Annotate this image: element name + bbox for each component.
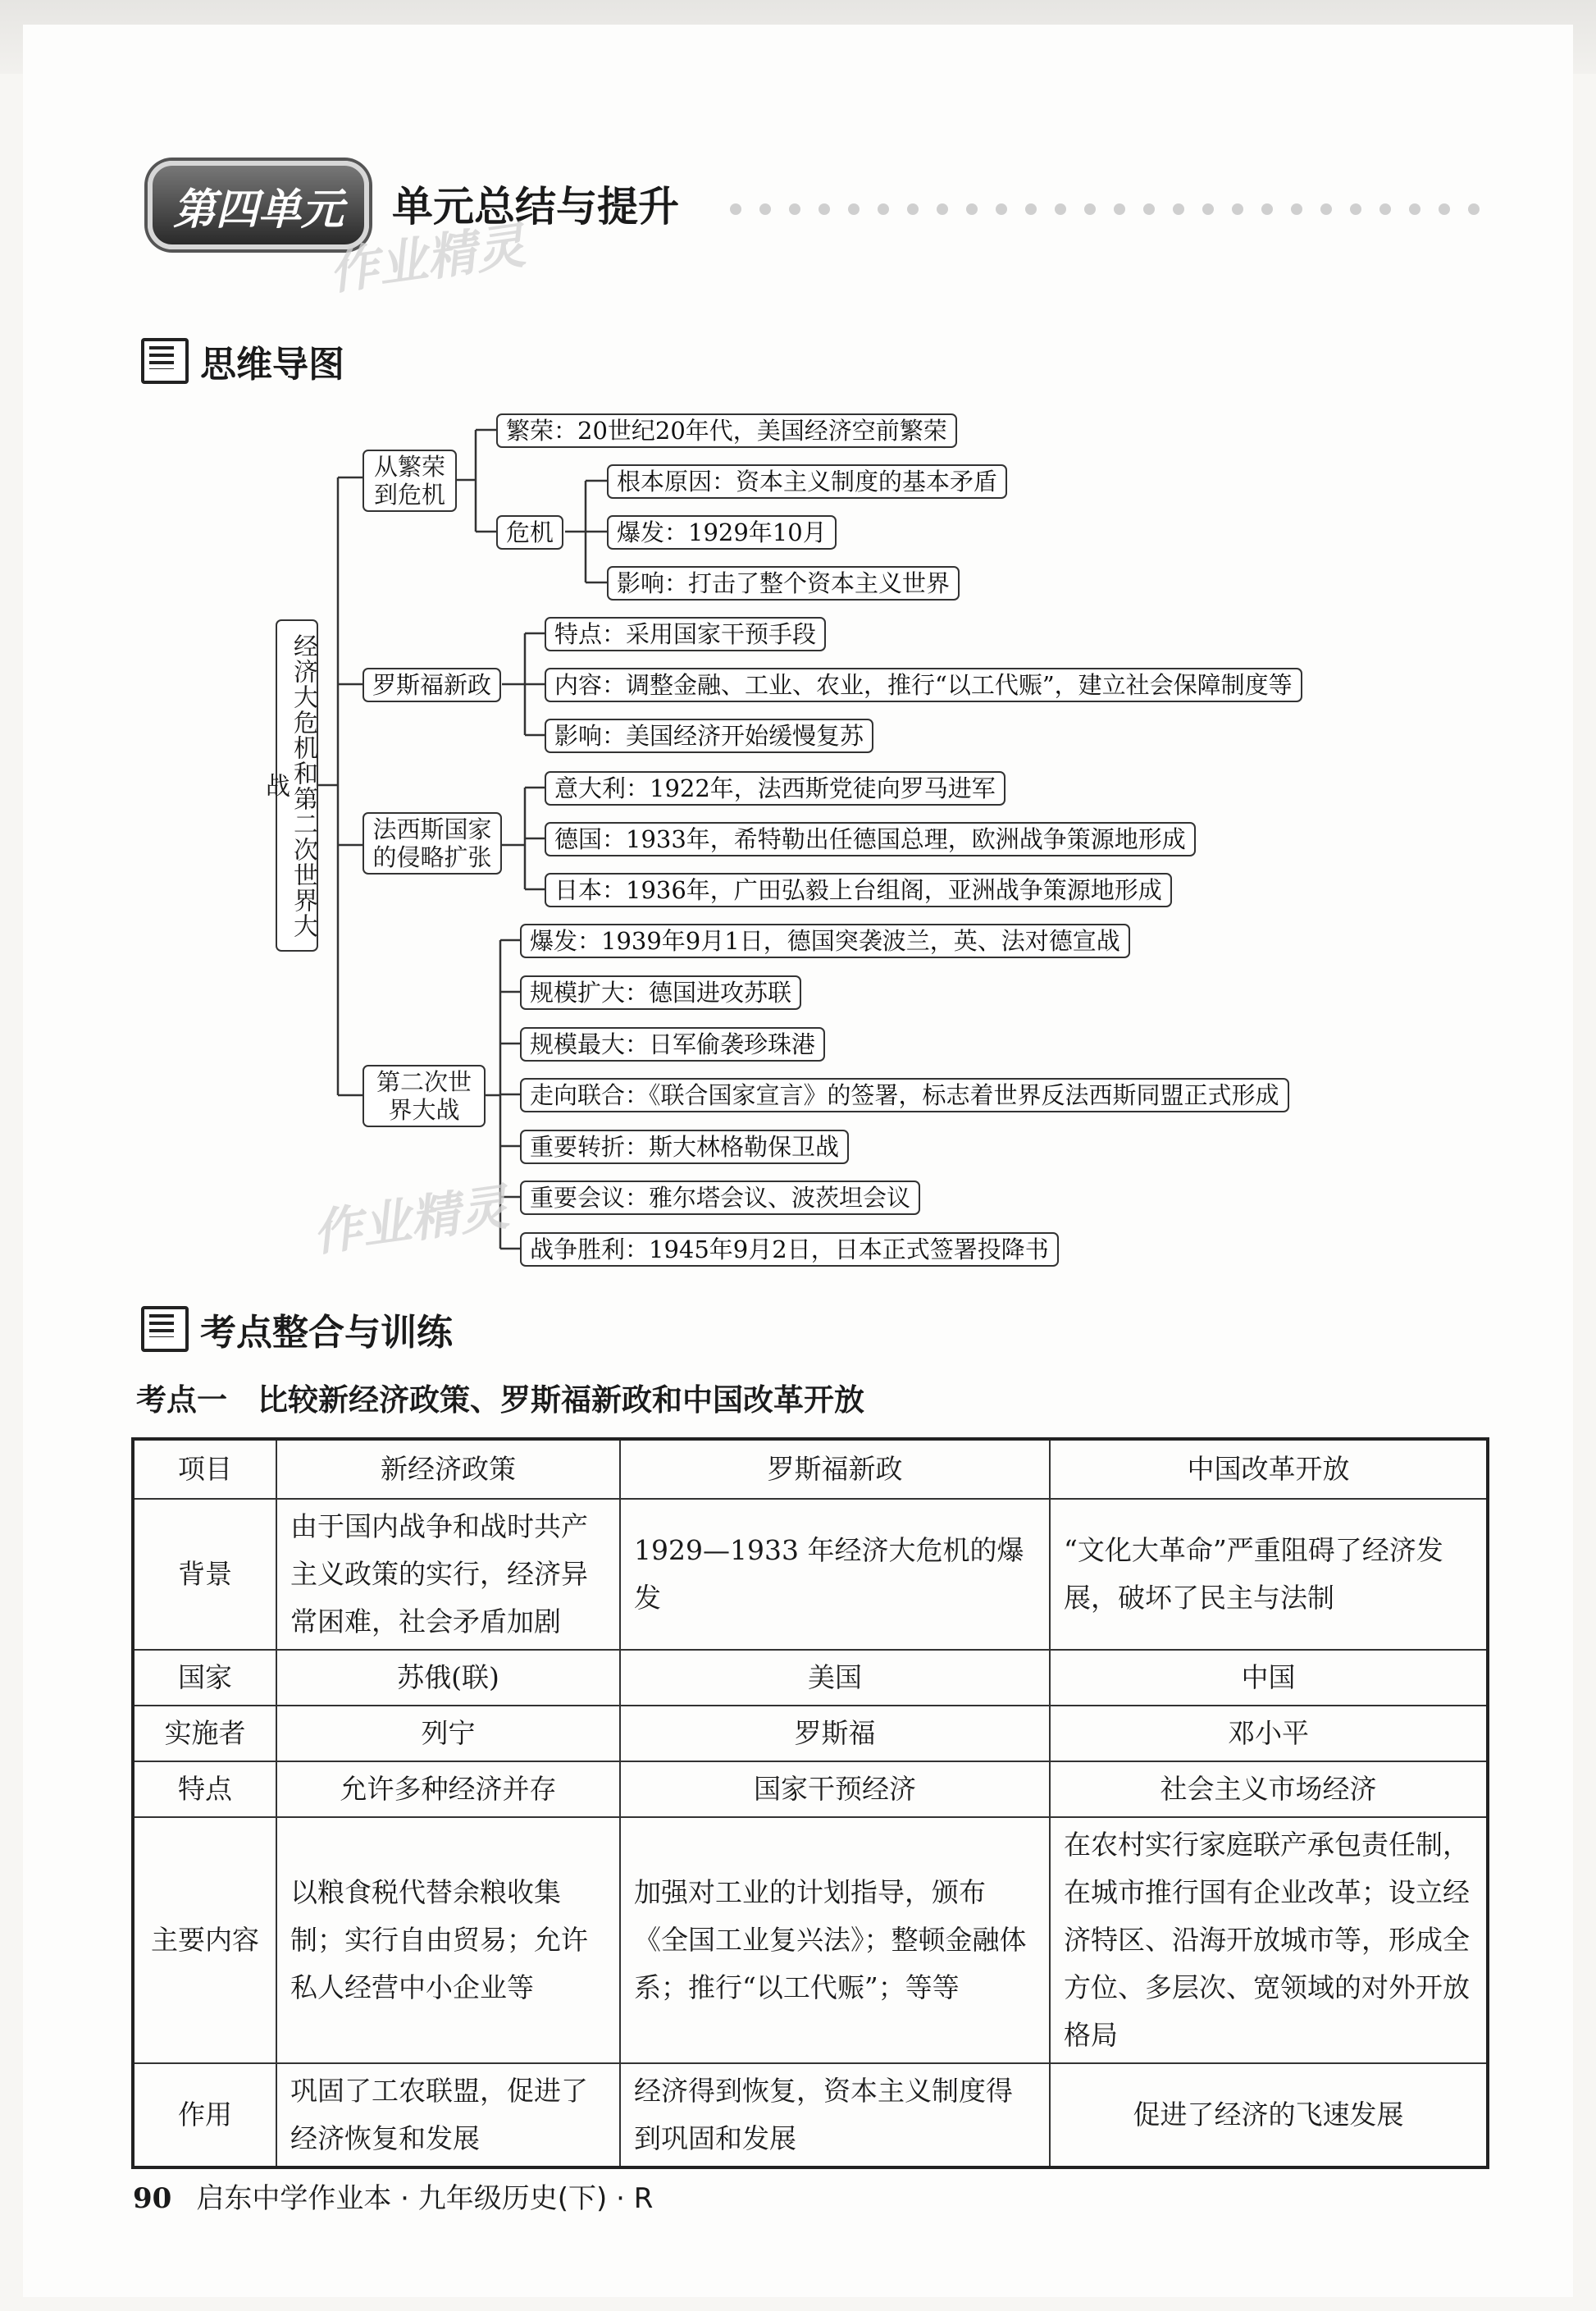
table-cell: 列宁	[276, 1706, 620, 1761]
mindmap-node: 影响：美国经济开始缓慢复苏	[545, 719, 873, 753]
table-row	[133, 1761, 1488, 1817]
mindmap-node: 特点：采用国家干预手段	[545, 617, 826, 651]
mindmap-node: 走向联合：《联合国家宣言》的签署，标志着世界反法西斯同盟正式形成	[520, 1078, 1289, 1112]
table-cell: 经济得到恢复，资本主义制度得到巩固和发展	[620, 2063, 1050, 2167]
table-cell: 邓小平	[1050, 1706, 1488, 1761]
table-cell: 苏俄(联)	[276, 1650, 620, 1706]
exam-section-title	[141, 1303, 453, 1355]
page-number: 90	[133, 2182, 172, 2215]
mindmap-node: 重要转折：斯大林格勒保卫战	[520, 1130, 849, 1164]
table-cell: 国家干预经济	[620, 1761, 1050, 1817]
table-header: 项目	[133, 1439, 276, 1499]
branch-prosperity-to-crisis: 从繁荣到危机	[363, 450, 457, 512]
table-cell: 美国	[620, 1650, 1050, 1706]
mindmap-node: 日本：1936年，广田弘毅上台组阁，亚洲战争策源地形成	[545, 873, 1172, 907]
table-cell: 在农村实行家庭联产承包责任制，在城市推行国有企业改革；设立经济特区、沿海开放城市等，形成全方位、多层次、宽领域的对外开放格局	[1050, 1817, 1488, 2063]
row-label: 实施者	[133, 1706, 276, 1761]
branch-ww2: 第二次世界大战	[363, 1065, 486, 1127]
mindmap-node: 爆发：1939年9月1日，德国突袭波兰，英、法对德宣战	[520, 924, 1130, 958]
table-row	[133, 1706, 1488, 1761]
row-label: 国家	[133, 1650, 276, 1706]
branch-fascist-expansion: 法西斯国家的侵略扩张	[363, 812, 502, 875]
table-cell: “文化大革命”严重阻碍了经济发展，破坏了民主与法制	[1050, 1499, 1488, 1650]
table-row	[133, 2063, 1488, 2167]
table-row	[133, 1650, 1488, 1706]
mindmap-node: 根本原因：资本主义制度的基本矛盾	[607, 464, 1007, 499]
row-label: 主要内容	[133, 1817, 276, 2063]
mindmap-root: 经济大危机和第二次世界大战	[276, 619, 318, 952]
mindmap-section-label: 思维导图	[200, 344, 344, 386]
row-label: 背景	[133, 1499, 276, 1650]
mindmap-node: 爆发：1929年10月	[607, 515, 837, 550]
unit-title: 单元总结与提升	[392, 183, 679, 231]
notebook-icon	[141, 1306, 189, 1352]
mindmap-node: 繁荣：20世纪20年代，美国经济空前繁荣	[496, 413, 957, 448]
branch-crisis: 危机	[496, 515, 563, 550]
mindmap-node: 战争胜利：1945年9月2日，日本正式签署投降书	[520, 1232, 1059, 1267]
table-cell: 罗斯福	[620, 1706, 1050, 1761]
table-cell: 由于国内战争和战时共产主义政策的实行，经济异常困难，社会矛盾加剧	[276, 1499, 620, 1650]
watermark: 作业精灵	[308, 1178, 513, 1263]
unit-badge: 第四单元	[148, 161, 369, 249]
branch-new-deal: 罗斯福新政	[363, 668, 501, 702]
mindmap-node: 影响：打击了整个资本主义世界	[607, 566, 960, 601]
table-header-row	[133, 1439, 1488, 1499]
table-cell: 加强对工业的计划指导，颁布《全国工业复兴法》；整顿金融体系；推行“以工代赈”；等等	[620, 1817, 1050, 2063]
table-cell: 以粮食税代替余粮收集制；实行自由贸易；允许私人经营中小企业等	[276, 1817, 620, 2063]
row-label: 作用	[133, 2063, 276, 2167]
mindmap-node: 意大利：1922年，法西斯党徒向罗马进军	[545, 771, 1005, 806]
table-header: 罗斯福新政	[620, 1439, 1050, 1499]
row-label: 特点	[133, 1761, 276, 1817]
table-cell: 允许多种经济并存	[276, 1761, 620, 1817]
mindmap-node: 内容：调整金融、工业、农业，推行“以工代赈”，建立社会保障制度等	[545, 668, 1302, 702]
table-row	[133, 1499, 1488, 1650]
watermark: 作业精灵	[325, 217, 529, 302]
book-title: 启东中学作业本 · 九年级历史(下) · R	[196, 2182, 654, 2215]
table-cell: 促进了经济的飞速发展	[1050, 2063, 1488, 2167]
comparison-table	[131, 1437, 1489, 2169]
mindmap-node: 规模扩大：德国进攻苏联	[520, 975, 801, 1010]
table-header: 新经济政策	[276, 1439, 620, 1499]
mindmap-node: 规模最大：日军偷袭珍珠港	[520, 1027, 825, 1062]
exam-point-title: 考点一 比较新经济政策、罗斯福新政和中国改革开放	[136, 1382, 864, 1418]
mindmap-node: 重要会议：雅尔塔会议、波茨坦会议	[520, 1181, 920, 1215]
table-row	[133, 1817, 1488, 2063]
table-cell: 1929—1933 年经济大危机的爆发	[620, 1499, 1050, 1650]
table-cell: 巩固了工农联盟，促进了经济恢复和发展	[276, 2063, 620, 2167]
exam-section-label: 考点整合与训练	[200, 1312, 453, 1354]
page-footer	[133, 2176, 653, 2216]
table-cell: 社会主义市场经济	[1050, 1761, 1488, 1817]
mindmap-node: 德国：1933年，希特勒出任德国总理，欧洲战争策源地形成	[545, 822, 1196, 856]
table-cell: 中国	[1050, 1650, 1488, 1706]
table-header: 中国改革开放	[1050, 1439, 1488, 1499]
